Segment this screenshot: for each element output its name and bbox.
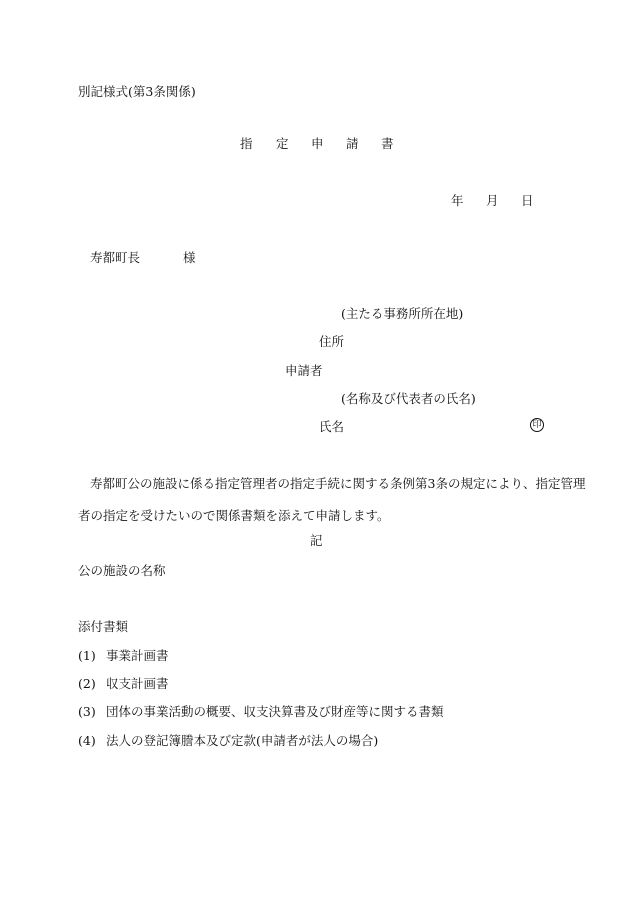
date-day: 日 — [521, 193, 534, 208]
title-char-3: 申 — [311, 136, 324, 151]
body-line-1: 寿都町公の施設に係る指定管理者の指定手続に関する条例第3条の規定により、指定管理 — [90, 476, 586, 491]
date-year: 年 — [451, 193, 464, 208]
office-note: (主たる事務所所在地) — [341, 306, 464, 321]
attachment-text-2: 収支計画書 — [106, 676, 169, 691]
title-char-4: 請 — [346, 136, 359, 151]
attachment-num-2: (2) — [78, 676, 96, 691]
addressee-honorific: 様 — [183, 250, 196, 265]
date-month: 月 — [486, 193, 499, 208]
addressee-name: 寿都町長 — [90, 250, 141, 265]
title-char-5: 書 — [381, 136, 394, 151]
attachment-text-3: 団体の事業活動の概要、収支決算書及び財産等に関する書類 — [106, 704, 444, 719]
attachment-text-1: 事業計画書 — [106, 648, 169, 663]
attachment-text-4: 法人の登記簿謄本及び定款(申請者が法人の場合) — [106, 733, 379, 748]
name-label: 氏名 — [319, 419, 345, 434]
title-char-1: 指 — [240, 136, 253, 151]
facility-name-label: 公の施設の名称 — [78, 563, 166, 578]
ki-heading: 記 — [310, 533, 323, 548]
attachment-num-1: (1) — [78, 648, 96, 663]
attachment-num-4: (4) — [78, 733, 96, 748]
title-char-2: 定 — [276, 136, 289, 151]
address-label: 住所 — [319, 334, 345, 349]
attachments-heading: 添付書類 — [78, 619, 129, 634]
applicant-label: 申請者 — [285, 363, 323, 378]
seal-mark: 印 — [530, 418, 544, 432]
body-line-2: 者の指定を受けたいので関係書類を添えて申請します。 — [78, 508, 390, 523]
form-label: 別記様式(第3条関係) — [78, 84, 196, 99]
name-note: (名称及び代表者の氏名) — [341, 391, 476, 406]
attachment-num-3: (3) — [78, 704, 96, 719]
